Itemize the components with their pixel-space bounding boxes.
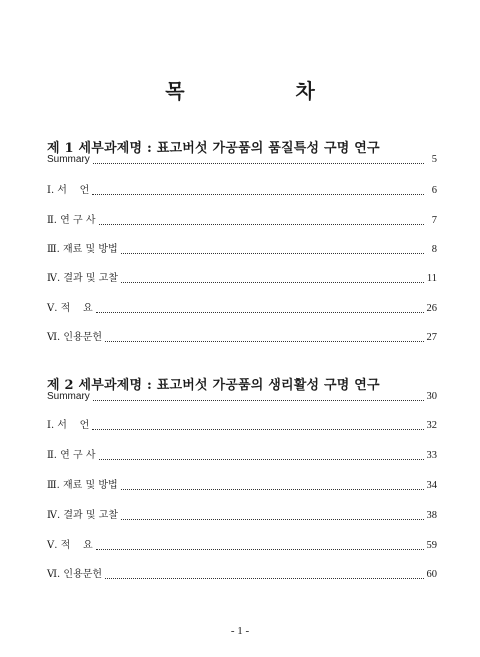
toc-entry[interactable] bbox=[47, 272, 437, 286]
toc-entry-page: 7 bbox=[431, 215, 437, 226]
toc-entry-page: 11 bbox=[426, 273, 437, 284]
toc-entry[interactable] bbox=[47, 479, 437, 493]
dot-leader bbox=[105, 578, 423, 579]
toc-entry[interactable] bbox=[47, 449, 437, 463]
page-title: 목 차 bbox=[165, 79, 367, 103]
toc-entry[interactable] bbox=[47, 153, 437, 167]
dot-leader bbox=[92, 429, 423, 430]
toc-entry-page: 33 bbox=[426, 450, 437, 461]
toc-entry-page: 38 bbox=[426, 510, 437, 521]
dot-leader bbox=[93, 400, 424, 401]
toc-entry[interactable] bbox=[47, 243, 437, 257]
toc-entry[interactable] bbox=[47, 539, 437, 553]
section-1-heading: 제 1 세부과제명 : 표고버섯 가공품의 품질특성 구명 연구 bbox=[47, 141, 380, 156]
toc-entry-page: 30 bbox=[426, 391, 437, 402]
toc-entry-label: Summary bbox=[47, 154, 90, 165]
toc-entry-page: 8 bbox=[431, 244, 437, 255]
toc-entry-label: Ⅰ. 서 언 bbox=[47, 420, 90, 431]
toc-entry-label: Ⅳ. 결과 및 고찰 bbox=[47, 510, 119, 521]
toc-entry[interactable] bbox=[47, 331, 437, 345]
toc-entry-label: Ⅵ. 인용문헌 bbox=[47, 569, 103, 580]
dot-leader bbox=[92, 194, 424, 195]
dot-leader bbox=[105, 341, 423, 342]
toc-entry-page: 27 bbox=[426, 332, 437, 343]
toc-entry-label: Ⅵ. 인용문헌 bbox=[47, 332, 103, 343]
dot-leader bbox=[96, 312, 424, 313]
section-2-heading: 제 2 세부과제명 : 표고버섯 가공품의 생리활성 구명 연구 bbox=[47, 378, 380, 393]
toc-entry[interactable] bbox=[47, 390, 437, 404]
toc-entry-label: Ⅳ. 결과 및 고찰 bbox=[47, 273, 119, 284]
toc-entry-page: 26 bbox=[426, 303, 437, 314]
toc-entry-page: 32 bbox=[426, 420, 437, 431]
dot-leader bbox=[96, 549, 424, 550]
toc-entry-label: Ⅰ. 서 언 bbox=[47, 185, 90, 196]
toc-entry-label: Ⅲ. 재료 및 방법 bbox=[47, 480, 118, 491]
toc-entry-label: Ⅱ. 연 구 사 bbox=[47, 215, 96, 226]
dot-leader bbox=[121, 253, 424, 254]
dot-leader bbox=[121, 282, 424, 283]
toc-entry[interactable] bbox=[47, 184, 437, 198]
toc-entry[interactable] bbox=[47, 419, 437, 433]
toc-entry-label: Ⅱ. 연 구 사 bbox=[47, 450, 96, 461]
dot-leader bbox=[99, 224, 425, 225]
toc-entry-label: Ⅲ. 재료 및 방법 bbox=[47, 244, 118, 255]
dot-leader bbox=[121, 489, 424, 490]
toc-entry-page: 6 bbox=[431, 185, 437, 196]
toc-entry[interactable] bbox=[47, 509, 437, 523]
toc-entry-page: 5 bbox=[431, 154, 437, 165]
toc-entry-label: Summary bbox=[47, 391, 90, 402]
dot-leader bbox=[93, 163, 424, 164]
toc-entry[interactable] bbox=[47, 568, 437, 582]
dot-leader bbox=[121, 519, 423, 520]
page-number-footer: - 1 - bbox=[230, 625, 250, 637]
toc-entry-page: 34 bbox=[426, 480, 437, 491]
toc-entry[interactable] bbox=[47, 214, 437, 228]
toc-entry-page: 60 bbox=[426, 569, 437, 580]
dot-leader bbox=[99, 459, 424, 460]
toc-entry-label: Ⅴ. 적 요 bbox=[47, 303, 93, 314]
toc-entry-label: Ⅴ. 적 요 bbox=[47, 540, 93, 551]
toc-entry-page: 59 bbox=[426, 540, 437, 551]
toc-entry[interactable] bbox=[47, 302, 437, 316]
